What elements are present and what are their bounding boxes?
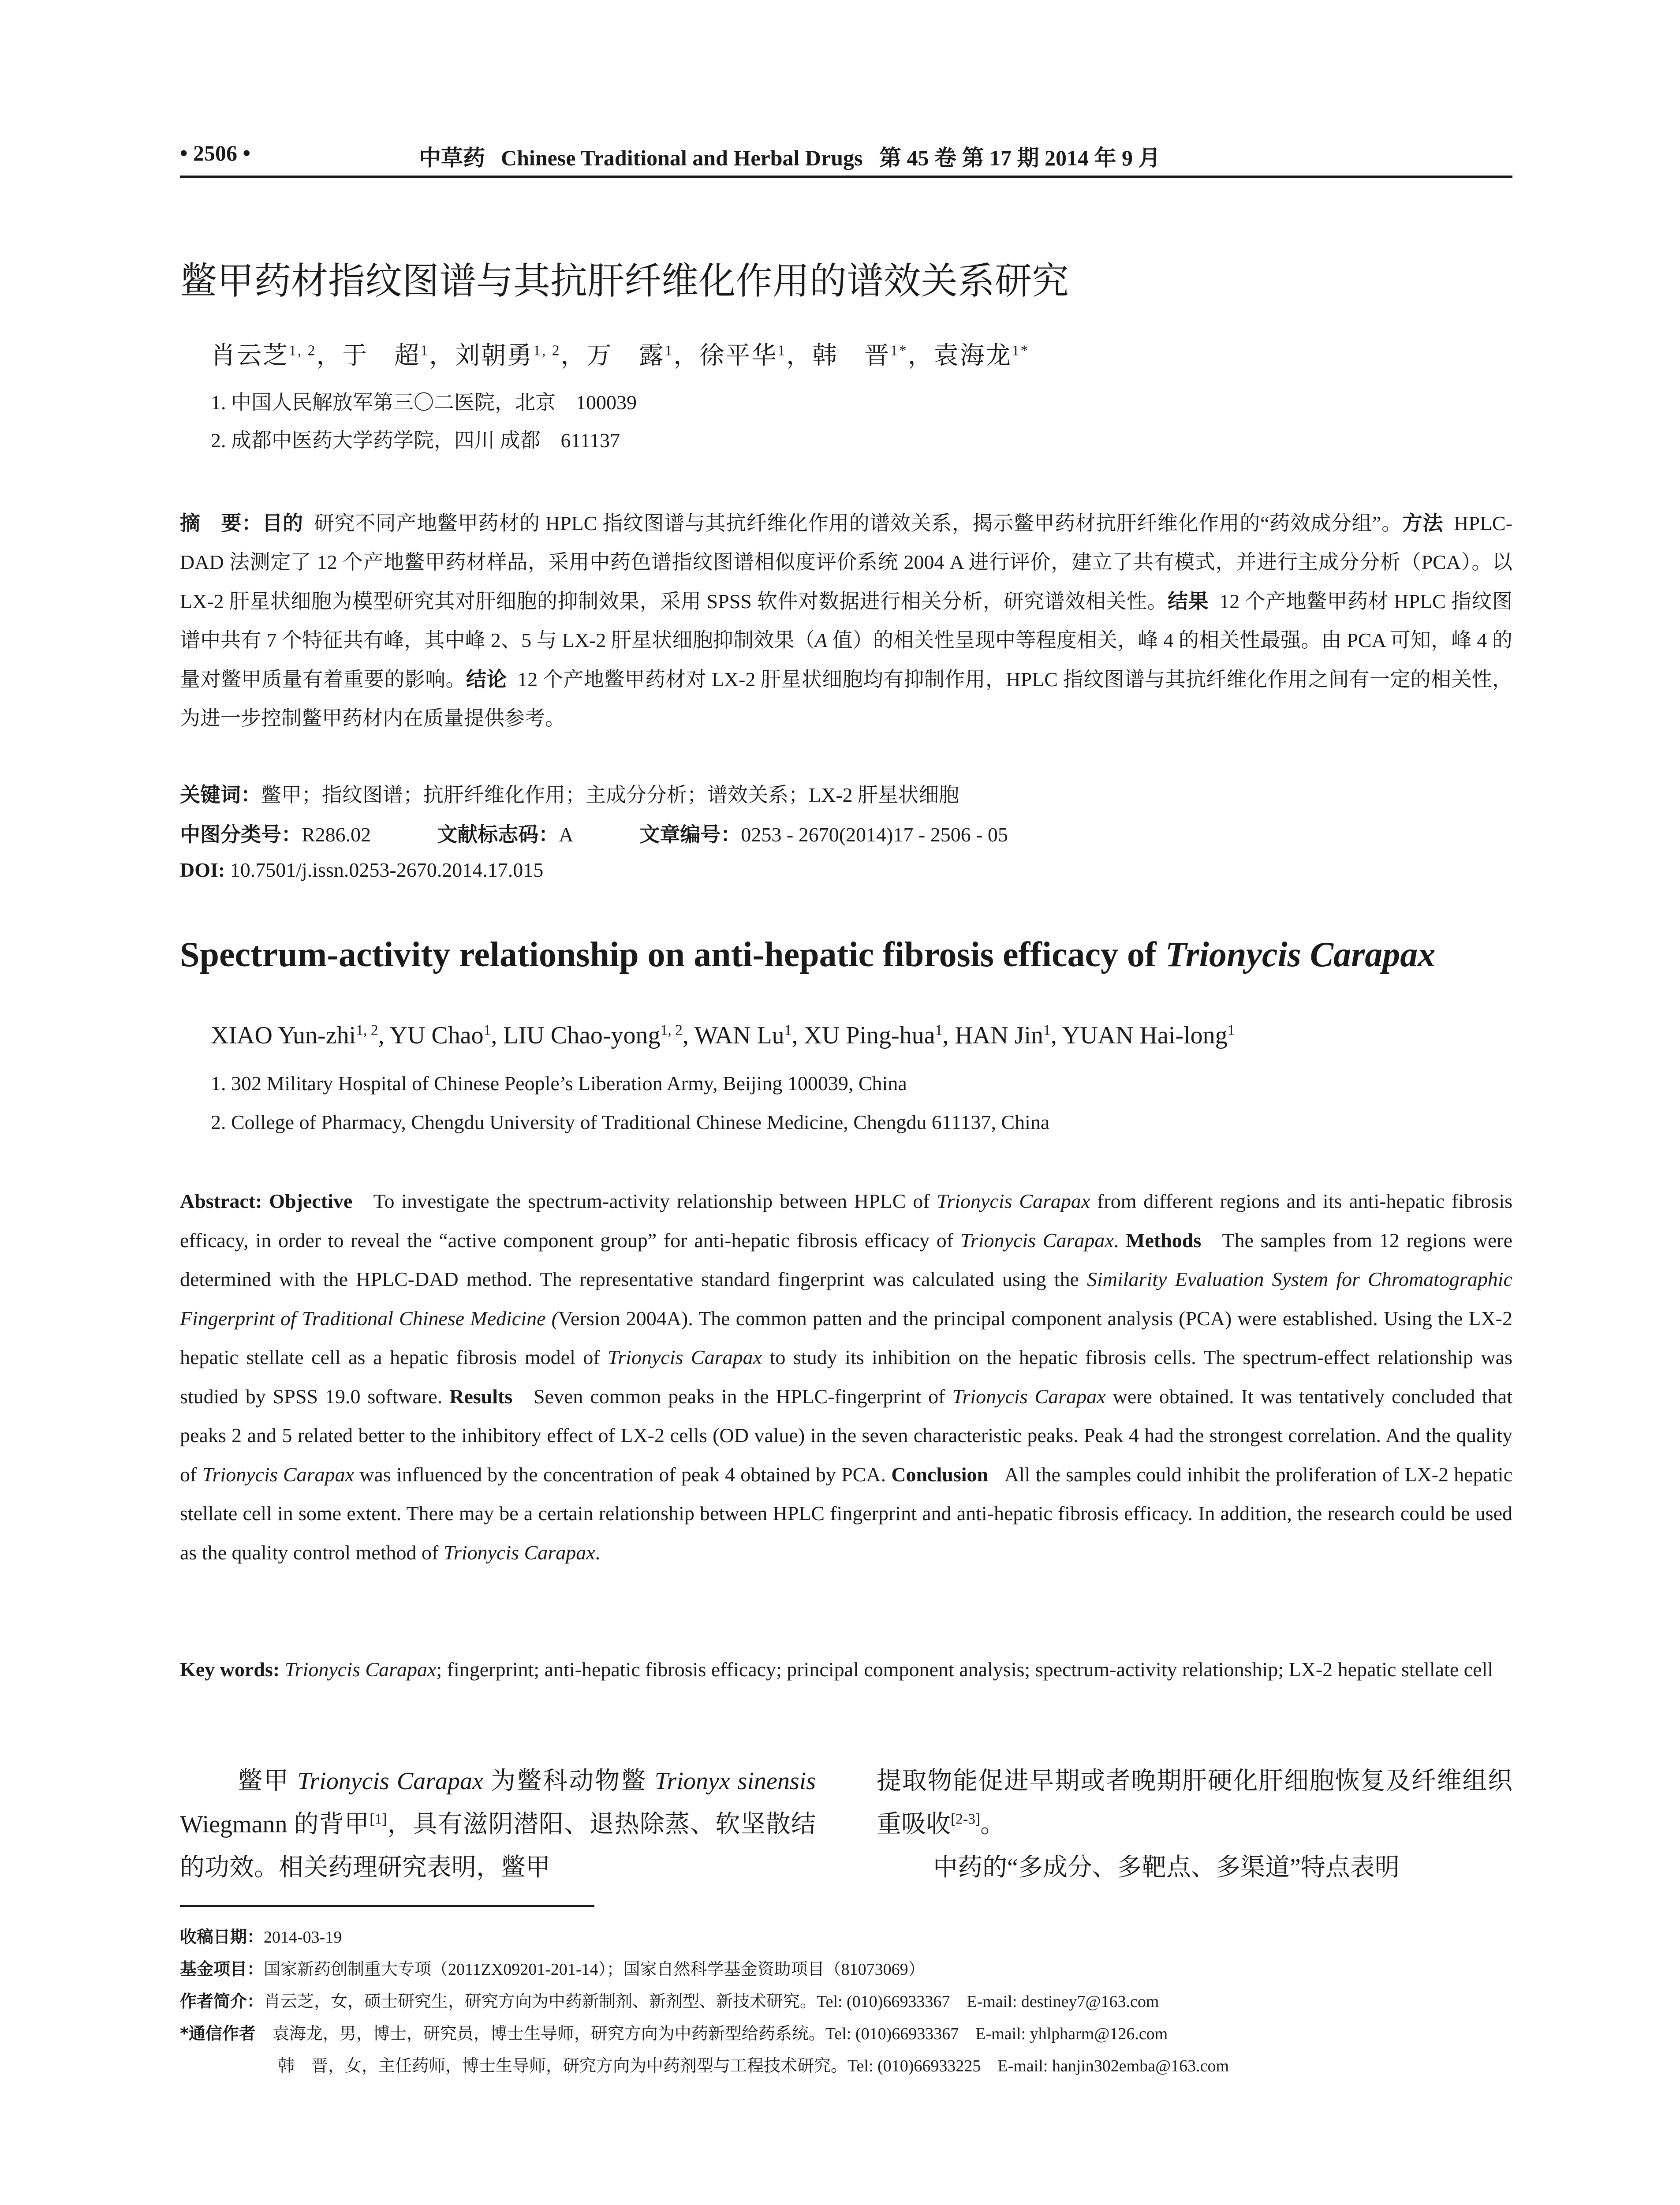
footnote-text: 韩 晋，女，主任药师，博士生导师，研究方向为中药剂型与工程技术研究。Tel: (010)66933225 E-mail: hanjin302emba@163.com: [278, 2057, 1229, 2075]
conclusion-text-cn: 12 个产地鳖甲药材对 LX-2 肝星状细胞均有抑制作用，HPLC 指纹图谱与其抗纤维化作用之间有一定的相关性，为进一步控制鳖甲药材内在质量提供参考。: [180, 668, 1513, 729]
body-text: 鳖甲: [236, 1768, 298, 1795]
en-author-name: HAN Jin: [955, 1022, 1044, 1049]
doc-code-value: A: [559, 823, 574, 846]
journal-issue: 第 45 卷 第 17 期 2014 年 9 月: [879, 146, 1161, 170]
body-text: 中药的“多成分、多靶点、多渠道”特点表明: [933, 1854, 1400, 1881]
en-author-separator: ,: [491, 1022, 504, 1049]
doc-code-label: 文献标志码：: [437, 822, 559, 846]
cn-author-name: 徐平华: [699, 342, 778, 370]
methods-label-cn: 方法: [1402, 511, 1443, 535]
en-author-affiliation-marker: 1, 2: [356, 1022, 378, 1039]
conclusion-label-en: Conclusion: [891, 1463, 989, 1486]
en-author-separator: ,: [791, 1022, 804, 1049]
cn-author-name: 刘朝勇: [455, 342, 534, 370]
header-divider: [180, 176, 1512, 178]
keywords-cn: [180, 779, 959, 808]
title-en-main: Spectrum-activity relationship on anti-hepatic fibrosis efficacy of: [180, 935, 1165, 974]
en-author-separator: ,: [1050, 1022, 1062, 1049]
cn-author-separator: ，: [429, 342, 455, 370]
journal-cn-logo: 中草药: [419, 145, 485, 171]
abstract-en-text: .: [1113, 1229, 1126, 1252]
abstract-en-text: Version 2004A). The common patten and the principal component analysis (PCA) were established. Using the LX-2 hepatic stellate cell as a hepatic fibrosis model of: [180, 1307, 1512, 1368]
cn-author-separator: ，: [786, 342, 813, 370]
article-no-label: 文章编号：: [639, 822, 741, 846]
species-name: Trionycis Carapax: [608, 1346, 762, 1368]
keywords-cn-label: 关键词：: [180, 783, 261, 807]
cn-author-name: 韩 晋: [812, 342, 891, 370]
cn-author-affiliation-marker: 1*: [1012, 342, 1030, 359]
body-column-right: [877, 1760, 1512, 1889]
en-author-separator: ,: [682, 1022, 694, 1049]
abstract-en-text: To investigate the spectrum-activity relationship between HPLC of: [373, 1190, 937, 1212]
journal-en-name: Chinese Traditional and Herbal Drugs: [501, 146, 863, 170]
methods-text-cn: HPLC-DAD 法测定了 12 个产地鳖甲药材样品，采用中药色谱指纹图谱相似度评价系统 2004 A 进行评价，建立了共有模式，并进行主成分分析（PCA）。以 LX-2 肝星状细胞为模型研究其对肝细胞的抑制效果，采用 SPSS 软件对数据进行相关分析，研究谱效相关性。: [180, 512, 1513, 613]
abstract-en-label: Abstract: Objective: [180, 1190, 353, 1212]
abstract-en-text: Seven common peaks in the HPLC-fingerprint of: [534, 1385, 952, 1408]
doi-value: 10.7501/j.issn.0253-2670.2014.17.015: [230, 859, 544, 881]
affiliation-cn-1: 1. 中国人民解放军第三〇二医院，北京 100039: [211, 391, 637, 414]
abstract-en-text: .: [595, 1541, 601, 1564]
footnote-label: 收稿日期：: [180, 1927, 264, 1947]
en-author-affiliation-marker: 1: [1227, 1022, 1235, 1039]
objective-label-cn: 目的: [262, 511, 303, 535]
results-text-cn-pre: 12 个产地鳖甲药材 HPLC 指纹图谱中共有 7 个特征共有峰，其中峰 2、5 与 LX-2 肝星状细胞抑制效果（: [180, 590, 1513, 651]
title-en-italic: Trionycis Carapax: [1165, 935, 1436, 974]
body-column-left: [180, 1760, 816, 1889]
body-text: 。: [980, 1811, 1005, 1838]
affiliation-en-2: 2. College of Pharmacy, Chengdu University of Traditional Chinese Medicine, Chengdu 611137, China: [211, 1111, 1050, 1133]
en-author-name: XIAO Yun-zhi: [211, 1022, 356, 1049]
species-name: Trionyx sinensis: [654, 1768, 816, 1795]
footnote-label: 基金项目：: [180, 1959, 264, 1979]
cn-author-affiliation-marker: 1: [665, 342, 674, 359]
results-italic-a: A: [814, 629, 827, 651]
species-name: Trionycis Carapax: [443, 1541, 595, 1564]
authors-en: [211, 1021, 1235, 1050]
citation-ref[interactable]: [1]: [370, 1811, 387, 1828]
en-author-name: YUAN Hai-long: [1062, 1022, 1228, 1049]
abstract-en: [180, 1182, 1512, 1572]
cn-author-affiliation-marker: 1: [777, 342, 787, 359]
cn-author-name: 于 超: [342, 342, 421, 370]
footnote-label: 作者简介：: [180, 1992, 264, 2011]
abstract-en-text: The samples from 12 regions were determined with the HPLC-DAD method. The representative standard fingerprint was calculated using the: [180, 1229, 1513, 1290]
species-name: Trionycis Carapax: [952, 1385, 1106, 1408]
species-name: Trionycis Carapax: [297, 1768, 483, 1795]
footnote-label: *通信作者: [180, 2024, 273, 2043]
footnote-text: 袁海龙，男，博士，研究员，博士生导师，研究方向为中药新型给药系统。Tel: (010)66933367 E-mail: yhlpharm@126.com: [272, 2025, 1168, 2043]
results-label-en: Results: [449, 1385, 513, 1408]
doi-label: DOI:: [180, 859, 225, 881]
classification-line: [180, 818, 1008, 848]
species-name: Trionycis Carapax: [960, 1229, 1114, 1252]
affiliation-cn-2: 2. 成都中医药大学药学院，四川 成都 611137: [211, 429, 620, 452]
en-author-separator: ,: [378, 1022, 390, 1049]
methods-label-en: Methods: [1126, 1229, 1202, 1252]
running-header: [180, 140, 1512, 176]
results-label-cn: 结果: [1168, 589, 1209, 613]
footnote-row: [180, 1953, 1512, 1985]
en-author-affiliation-marker: 1, 2: [660, 1022, 683, 1039]
cn-author-separator: ，: [673, 342, 700, 370]
cn-author-separator: ，: [907, 342, 934, 370]
page-number: • 2506 •: [180, 141, 251, 165]
paper-title-cn: 鳖甲药材指纹图谱与其抗肝纤维化作用的谱效关系研究: [180, 259, 1069, 303]
article-no-value: 0253 - 2670(2014)17 - 2506 - 05: [741, 823, 1008, 846]
footnote-row: [180, 2050, 1512, 2082]
en-author-name: YU Chao: [389, 1022, 484, 1049]
clc-value: R286.02: [302, 823, 371, 846]
abstract-en-text: was influenced by the concentration of peak 4 obtained by PCA.: [354, 1463, 892, 1486]
cn-author-separator: ，: [560, 342, 587, 370]
en-author-affiliation-marker: 1: [784, 1022, 792, 1039]
cn-author-name: 袁海龙: [933, 342, 1012, 370]
body-text: 为鳖科动物鳖: [483, 1768, 655, 1795]
species-name: Trionycis Carapax: [284, 1658, 437, 1681]
en-author-affiliation-marker: 1: [935, 1022, 943, 1039]
authors-cn: [211, 336, 1029, 371]
cn-author-name: 肖云芝: [211, 342, 289, 370]
keywords-en-label: Key words:: [180, 1658, 280, 1681]
abstract-en-text: to study its inhibition on the hepatic fibrosis cells. The spectrum-effect relationship was studied by SPSS 19.0 software.: [180, 1346, 1512, 1408]
footnote-divider: [180, 1905, 594, 1907]
cn-author-affiliation-marker: 1, 2: [289, 342, 317, 359]
cn-author-affiliation-marker: 1, 2: [533, 342, 561, 359]
en-author-name: XU Ping-hua: [804, 1022, 935, 1049]
footnote-text: 国家新药创制重大专项（2011ZX09201-201-14）；国家自然科学基金资助项目（81073069）: [264, 1960, 925, 1979]
paper-title-en: [180, 935, 1435, 975]
clc-label: 中图分类号：: [180, 822, 302, 846]
conclusion-label-cn: 结论: [466, 667, 507, 691]
footnote-text: 2014-03-19: [264, 1928, 342, 1947]
journal-name: [419, 140, 1160, 172]
doi-line: [180, 858, 543, 882]
body-text: 提取物能促进早期或者晚期肝硬化肝细胞恢复及纤维组织重吸收: [877, 1768, 1512, 1838]
footnote-row: [180, 2018, 1512, 2050]
cn-author-affiliation-marker: 1: [420, 342, 429, 359]
abstract-en-text: were obtained. It was tentatively concluded that peaks 2 and 5 related better to the inhibitory effect of LX-2 cells (OD value) in the seven characteristic peaks. Peak 4 had the strongest correlation. And the quality of: [180, 1385, 1512, 1486]
species-name: Trionycis Carapax: [202, 1463, 354, 1486]
en-author-name: LIU Chao-yong: [503, 1022, 661, 1049]
cn-author-separator: ，: [316, 342, 343, 370]
software-name: Similarity Evaluation System for Chromatographic Fingerprint of Traditional Chinese Medicine (: [180, 1268, 1513, 1330]
footnote-row: [180, 1921, 1512, 1953]
footnote-row: [180, 1985, 1512, 2018]
keywords-en: [180, 1650, 1512, 1689]
abstract-cn: [180, 504, 1512, 738]
citation-ref[interactable]: [2-3]: [951, 1811, 981, 1828]
keywords-cn-text: 鳖甲；指纹图谱；抗肝纤维化作用；主成分分析；谱效关系；LX-2 肝星状细胞: [261, 784, 959, 806]
affiliation-en-1: 1. 302 Military Hospital of Chinese People’s Liberation Army, Beijing 100039, China: [211, 1072, 907, 1095]
cn-author-affiliation-marker: 1*: [890, 342, 908, 359]
en-author-affiliation-marker: 1: [1043, 1022, 1051, 1039]
en-author-affiliation-marker: 1: [483, 1022, 491, 1039]
footnotes: [180, 1921, 1512, 2082]
body-text: ，具有滋阴潜阳、退热除蒸、软坚散结的功效。相关药理研究表明，鳖甲: [180, 1811, 816, 1881]
abstract-en-text: All the samples could inhibit the proliferation of LX-2 hepatic stellate cell in some extent. There may be a certain relationship between HPLC fingerprint and anti-hepatic fibrosis efficacy. In addition, the research could be used as the quality control method of: [180, 1463, 1512, 1564]
abstract-en-text: from different regions and its anti-hepatic fibrosis efficacy, in order to reveal the “active component group” for anti-hepatic fibrosis efficacy of: [180, 1190, 1513, 1252]
en-author-name: WAN Lu: [694, 1022, 784, 1049]
en-author-separator: ,: [942, 1022, 955, 1049]
species-name: Trionycis Carapax: [937, 1190, 1090, 1212]
footnote-text: 肖云芝，女，硕士研究生，研究方向为中药新制剂、新剂型、新技术研究。Tel: (010)66933367 E-mail: destiney7@163.com: [264, 1992, 1159, 2011]
keywords-en-text: ; fingerprint; anti-hepatic fibrosis efficacy; principal component analysis; spectrum-activity relationship; LX-2 hepatic stellate cell: [436, 1658, 1493, 1681]
results-text-cn-post: 值）的相关性呈现中等程度相关，峰 4 的相关性最强。由 PCA 可知，峰 4 的量对鳖甲质量有着重要的影响。: [180, 629, 1513, 691]
objective-text-cn: 研究不同产地鳖甲药材的 HPLC 指纹图谱与其抗纤维化作用的谱效关系，揭示鳖甲药材抗肝纤维化作用的“药效成分组”。: [314, 512, 1402, 534]
abstract-cn-label: 摘 要：: [180, 511, 262, 535]
body-text: Wiegmann 的背甲: [180, 1811, 370, 1838]
cn-author-name: 万 露: [586, 342, 665, 370]
